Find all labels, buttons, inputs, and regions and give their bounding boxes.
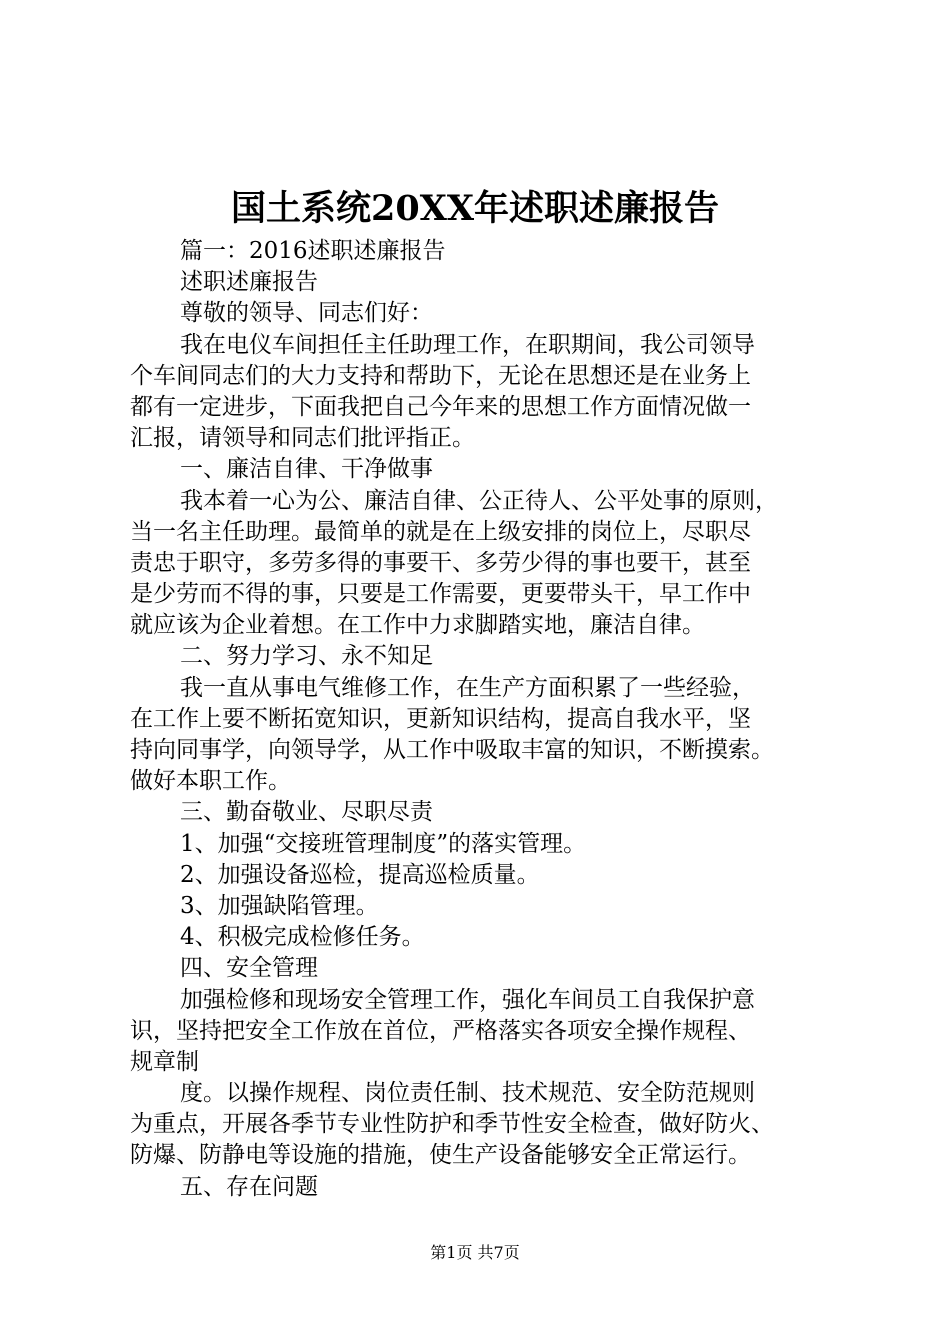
body-line: 三、勤奋敬业、尽职尽责 — [180, 799, 433, 826]
body-line: 一、廉洁自律、干净做事 — [180, 456, 433, 483]
body-line: 都有一定进步，下面我把自己今年来的思想工作方面情况做一 — [130, 393, 751, 420]
body-line: 持向同事学，向领导学，从工作中吸取丰富的知识，不断摸索。 — [130, 737, 774, 763]
page-footer: 第1页 共7页 — [430, 1243, 520, 1262]
body-line: 做好本职工作。 — [130, 768, 291, 795]
body-line: 五、存在问题 — [180, 1173, 318, 1200]
body-line: 加强检修和现场安全管理工作，强化车间员工自我保护意 — [180, 986, 755, 1013]
body-line: 度。以操作规程、岗位责任制、技术规范、安全防范规则 — [180, 1080, 755, 1107]
body-line: 我一直从事电气维修工作，在生产方面积累了一些经验， — [180, 674, 755, 701]
body-line: 规章制 — [130, 1048, 199, 1075]
document-title: 国土系统20XX年述职述廉报告 — [230, 188, 720, 229]
body-line: 防爆、防静电等设施的措施，使生产设备能够安全正常运行。 — [130, 1142, 751, 1169]
body-line: 4、积极完成检修任务。 — [180, 924, 425, 951]
body-line: 在工作上要不断拓宽知识，更新知识结构，提高自我水平，坚 — [130, 705, 751, 732]
body-line: 3、加强缺陷管理。 — [180, 892, 379, 919]
body-line: 篇一：2016述职述廉报告 — [180, 238, 446, 264]
document-body — [130, 236, 830, 1203]
body-line: 2、加强设备巡检，提高巡检质量。 — [180, 861, 540, 888]
body-line: 述职述廉报告 — [180, 269, 318, 296]
body-line: 二、努力学习、永不知足 — [180, 643, 433, 670]
body-line: 我在电仪车间担任主任助理工作，在职期间，我公司领导 — [180, 331, 755, 358]
body-line: 为重点，开展各季节专业性防护和季节性安全检查，做好防火、 — [130, 1111, 774, 1138]
body-line: 识，坚持把安全工作放在首位，严格落实各项安全操作规程、 — [130, 1017, 751, 1044]
body-line: 是少劳而不得的事，只要是工作需要，更要带头干，早工作中 — [130, 581, 751, 608]
body-line: 个车间同志们的大力支持和帮助下，无论在思想还是在业务上 — [130, 362, 751, 389]
body-line: 我本着一心为公、廉洁自律、公正待人、公平处事的原则， — [180, 487, 778, 514]
body-line: 汇报，请领导和同志们批评指正。 — [130, 425, 475, 452]
body-line: 就应该为企业着想。在工作中力求脚踏实地，廉洁自律。 — [130, 612, 705, 639]
body-line: 尊敬的领导、同志们好： — [180, 300, 433, 327]
body-line: 当一名主任助理。最简单的就是在上级安排的岗位上，尽职尽 — [130, 518, 751, 545]
body-line: 四、安全管理 — [180, 955, 318, 982]
body-line: 责忠于职守，多劳多得的事要干、多劳少得的事也要干，甚至 — [130, 549, 751, 576]
body-line: 1、加强“交接班管理制度”的落实管理。 — [180, 830, 587, 857]
